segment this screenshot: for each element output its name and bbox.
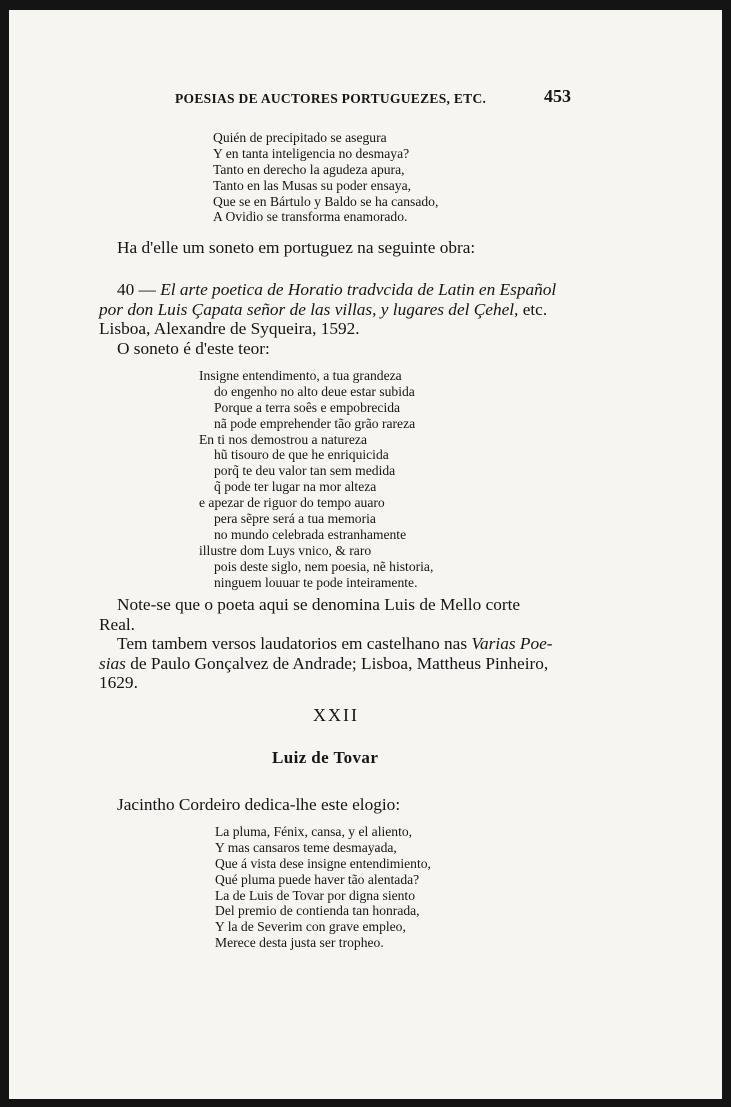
sonnet-line: Insigne entendimento, a tua grandeza: [199, 368, 402, 383]
entry-number: 40 —: [117, 280, 156, 299]
verse-line: Y en tanta inteligencia no desmaya?: [213, 145, 410, 161]
notes-italic-title: Varias Poe-: [471, 634, 553, 654]
verse-line: A Ovidio se transforma enamorado.: [213, 209, 408, 225]
entry-title-line2: por don Luis Çapata señor de las villas, y lugares del Çehel,: [99, 299, 519, 319]
notes-paragraph: [99, 595, 553, 693]
running-header: POESIAS DE AUCTORES PORTUGUEZES, ETC.: [175, 91, 487, 106]
sonnet-line: q̃ pode ter lugar na mor alteza: [214, 479, 377, 495]
verse-block-top: [213, 130, 438, 225]
verse-line: Qué pluma puede haver tão alentada?: [215, 871, 420, 887]
verse-line: Que á vista dese insigne entendimiento,: [215, 855, 431, 871]
sonnet-line: no mundo celebrada estranhamente: [214, 526, 407, 542]
verse-line: La de Luis de Tovar por digna siento: [215, 887, 416, 903]
verse-block-bottom: [215, 824, 431, 951]
sonnet-line: hũ tisouro de que he enriquicida: [214, 447, 389, 463]
verse-line: La pluma, Fénix, cansa, y el aliento,: [215, 824, 413, 839]
section-number: XXII: [313, 705, 359, 725]
verse-line: Tanto en las Musas su poder ensaya,: [213, 177, 411, 193]
sonnet-line: e apezar de riguor do tempo auaro: [199, 495, 385, 511]
notes-line: Note-se que o poeta aqui se denomina Luis de Mello corte: [117, 595, 521, 614]
sonnet-line: do engenho no alto deue estar subida: [214, 383, 415, 399]
sonnet-line: nã pode emprehender tão grão rareza: [214, 415, 416, 431]
sonnet-line: pois deste siglo, nem poesia, nẽ historia,: [214, 558, 434, 574]
verse-line: Y la de Severim con grave empleo,: [215, 919, 406, 935]
section-title: Luiz de Tovar: [272, 748, 379, 767]
sonnet-line: porq̃ te deu valor tan sem medida: [214, 463, 396, 479]
entry-etc: etc.: [522, 299, 548, 319]
verse-line: Y mas cansaros teme desmayada,: [215, 839, 397, 855]
sonnet-line: En ti nos demostrou a natureza: [199, 431, 367, 447]
verse-line: Quién de precipitado se asegura: [213, 130, 387, 145]
notes-italic-title: sias: [99, 653, 126, 673]
sonnet-intro: O soneto é d'este teor:: [117, 338, 270, 358]
notes-line: 1629.: [99, 673, 138, 693]
verse-line: Que se en Bártulo y Baldo se ha cansado,: [213, 193, 439, 209]
notes-line: de Paulo Gonçalvez de Andrade; Lisboa, Mattheus Pinheiro,: [130, 653, 549, 673]
sonnet-line: ninguem louuar te pode inteiramente.: [214, 574, 418, 590]
notes-line: Tem tambem versos laudatorios em castelhano nas: [117, 634, 468, 654]
intro-line: Ha d'elle um soneto em portuguez na seguinte obra:: [117, 238, 476, 257]
verse-line: Del premio de contienda tan honrada,: [215, 903, 420, 919]
notes-line: Real.: [99, 614, 135, 634]
entry-title-line1: El arte poetica de Horatio tradvcida de Latin en Español: [160, 280, 557, 299]
verse-line: Merece desta justa ser tropheo.: [215, 935, 384, 951]
sonnet-line: pera sẽpre será a tua memoria: [214, 511, 376, 527]
sonnet-line: Porque a terra soês e empobrecida: [214, 399, 401, 415]
entry-imprint: Lisboa, Alexandre de Syqueira, 1592.: [99, 319, 360, 339]
verse-line: Tanto en derecho la agudeza apura,: [213, 161, 405, 177]
sonnet-block: [199, 368, 433, 590]
closing-intro: Jacintho Cordeiro dedica-lhe este elogio:: [117, 795, 401, 814]
sonnet-line: illustre dom Luys vnico, & raro: [199, 542, 372, 558]
bibliographic-entry: [99, 280, 556, 358]
page-number: 453: [544, 86, 571, 106]
